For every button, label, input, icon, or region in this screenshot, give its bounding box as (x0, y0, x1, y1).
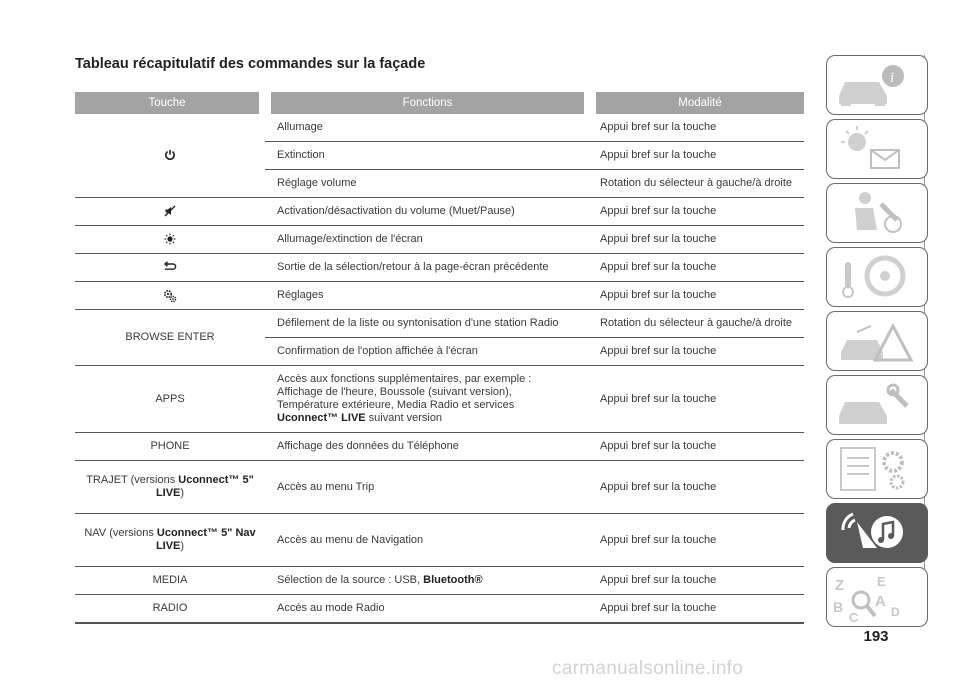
svg-text:D: D (891, 605, 900, 619)
fonction-cell: Accès au menu de Navigation (265, 514, 590, 567)
svg-text:i: i (890, 70, 895, 86)
key-cell (75, 226, 265, 254)
fonction-cell: Sortie de la sélection/retour à la page-écran précédente (265, 254, 590, 282)
uconnect-live-label: Uconnect™ LIVE (277, 412, 366, 424)
fonction-tail: suivant version (365, 412, 443, 424)
tab-safety[interactable] (826, 183, 928, 243)
fonction-cell: Affichage des données du Téléphone (265, 433, 590, 461)
tab-starting-driving[interactable] (826, 247, 928, 307)
modalite-cell: Appui bref sur la touche (590, 514, 804, 567)
table-row (75, 310, 804, 338)
table-header-row (75, 92, 804, 114)
modalite-cell: Appui bref sur la touche (590, 461, 804, 514)
fonction-cell: Confirmation de l'option affichée à l'écran (265, 338, 590, 366)
key-suffix: ) (180, 487, 185, 499)
warning-lights-messages-tab-icon (827, 120, 927, 178)
header-fonctions: Fonctions (265, 92, 590, 114)
fonction-cell: Allumage/extinction de l'écran (265, 226, 590, 254)
svg-text:E: E (877, 574, 886, 589)
svg-text:B: B (833, 599, 844, 615)
header-modalite: Modalité (590, 92, 804, 114)
key-cell (75, 198, 265, 226)
table-row (75, 567, 804, 595)
modalite-cell: Appui bref sur la touche (590, 433, 804, 461)
modalite-cell: Appui bref sur la touche (590, 198, 804, 226)
table-row (75, 226, 804, 254)
modalite-cell: Appui bref sur la touche (590, 366, 804, 433)
footer-watermark: carmanualsonline.info (552, 658, 744, 679)
starting-driving-tab-icon (827, 248, 927, 306)
key-cell (75, 461, 265, 514)
fonction-cell: Allumage (265, 114, 590, 142)
modalite-cell: Appui bref sur la touche (590, 254, 804, 282)
fonction-line: Température extérieure, Media Radio et services (277, 399, 515, 411)
key-cell: PHONE (75, 433, 265, 461)
fonction-cell: Activation/désactivation du volume (Muet/Pause) (265, 198, 590, 226)
table-row (75, 282, 804, 310)
tab-emergency[interactable] (826, 311, 928, 371)
mute-icon (164, 205, 176, 217)
modalite-cell: Appui bref sur la touche (590, 142, 804, 170)
fonction-line: Accès aux fonctions supplémentaires, par exemple : (277, 373, 532, 385)
modalite-cell: Appui bref sur la touche (590, 567, 804, 595)
fonction-cell: Réglages (265, 282, 590, 310)
header-touche: Touche (75, 92, 265, 114)
tab-index[interactable] (826, 567, 928, 627)
key-cell (75, 282, 265, 310)
fonction-text: Sélection de la source : USB, (277, 574, 424, 586)
tab-multimedia[interactable] (826, 503, 928, 563)
table-row (75, 198, 804, 226)
page-title: Tableau récapitulatif des commandes sur la façade (75, 56, 426, 72)
fonction-cell (265, 567, 590, 595)
settings-gear-icon (163, 289, 177, 303)
tab-maintenance[interactable] (826, 375, 928, 435)
key-cell: BROWSE ENTER (75, 310, 265, 366)
key-prefix: NAV (versions (84, 527, 157, 539)
svg-text:Z: Z (835, 577, 845, 594)
key-prefix: TRAJET (versions (86, 474, 179, 486)
key-version-live: LIVE (155, 540, 181, 552)
modalite-cell: Appui bref sur la touche (590, 282, 804, 310)
key-cell: MEDIA (75, 567, 265, 595)
key-version: Uconnect™ 5" (178, 474, 254, 486)
fonction-cell: Accès au mode Radio (265, 595, 590, 624)
modalite-cell: Rotation du sélecteur à gauche/à droite (590, 310, 804, 338)
dashboard-info-tab-icon (827, 56, 927, 114)
tab-warning-lights[interactable] (826, 119, 928, 179)
technical-data-tab-icon (827, 440, 927, 498)
key-cell: RADIO (75, 595, 265, 624)
svg-text:A: A (875, 593, 886, 610)
back-arrow-icon (163, 261, 177, 273)
modalite-cell: Rotation du sélecteur à gauche/à droite (590, 170, 804, 198)
fonction-cell: Accès au menu Trip (265, 461, 590, 514)
modalite-cell: Appui bref sur la touche (590, 338, 804, 366)
table-row (75, 366, 804, 433)
safety-airbag-tab-icon (827, 184, 927, 242)
table-row (75, 254, 804, 282)
index-tab-icon (827, 568, 927, 626)
key-cell (75, 514, 265, 567)
emergency-tab-icon (827, 312, 927, 370)
maintenance-tab-icon (827, 376, 927, 434)
table-row (75, 595, 804, 624)
fonction-cell: Réglage volume (265, 170, 590, 198)
table-row (75, 514, 804, 567)
key-version-live: LIVE (155, 487, 181, 499)
fonction-cell: Défilement de la liste ou syntonisation d'une station Radio (265, 310, 590, 338)
key-suffix: ) (180, 540, 185, 552)
key-version: Uconnect™ 5" Nav (156, 527, 256, 539)
modalite-cell: Appui bref sur la touche (590, 595, 804, 624)
table-row (75, 433, 804, 461)
svg-text:C: C (849, 610, 859, 625)
tab-technical-data[interactable] (826, 439, 928, 499)
multimedia-tab-icon (827, 504, 927, 562)
controls-table (75, 92, 804, 624)
bluetooth-label: Bluetooth® (423, 574, 483, 586)
fonction-line: Affichage de l'heure, Boussole (suivant version), (277, 386, 512, 398)
page-number: 193 (863, 628, 889, 645)
table-row (75, 114, 804, 142)
modalite-cell: Appui bref sur la touche (590, 226, 804, 254)
table-row (75, 461, 804, 514)
key-cell: APPS (75, 366, 265, 433)
fonction-cell: Extinction (265, 142, 590, 170)
fonction-cell (265, 366, 590, 433)
modalite-cell: Appui bref sur la touche (590, 114, 804, 142)
key-cell (75, 114, 265, 198)
tab-dashboard-info[interactable] (826, 55, 928, 115)
key-cell (75, 254, 265, 282)
power-icon (164, 149, 176, 161)
brightness-icon (164, 233, 176, 245)
